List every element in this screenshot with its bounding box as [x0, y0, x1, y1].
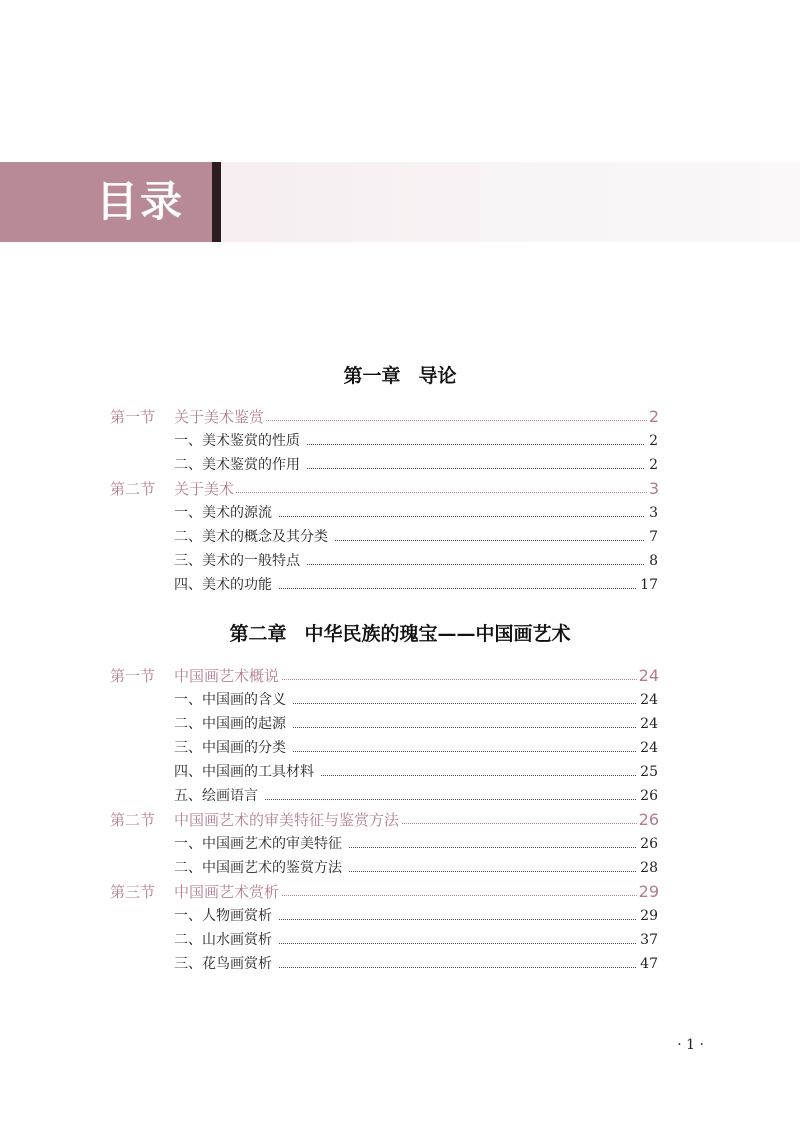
item-title: 二、美术鉴赏的作用 [174, 453, 306, 477]
item-page: 24 [636, 712, 658, 736]
section-page: 26 [637, 808, 659, 832]
item-title: 四、中国画的工具材料 [174, 760, 320, 784]
item-title: 三、美术的一般特点 [174, 549, 306, 573]
section-title: 中国画艺术概说 [174, 664, 281, 688]
page-title: 目录 [96, 177, 185, 226]
item-title: 一、中国画的含义 [174, 688, 292, 712]
section-title: 中国画艺术赏析 [174, 880, 281, 904]
section-page: 2 [647, 405, 659, 429]
item-title: 一、人物画赏析 [174, 904, 278, 928]
toc-item-row[interactable] [0, 501, 800, 525]
item-title: 五、绘画语言 [174, 784, 264, 808]
section-title: 关于美术鉴赏 [174, 405, 266, 429]
toc-section-row[interactable] [0, 808, 800, 832]
item-page: 17 [636, 573, 658, 597]
item-page: 24 [636, 688, 658, 712]
toc-section-row[interactable] [0, 477, 800, 501]
item-page: 37 [636, 928, 658, 952]
item-page: 25 [636, 760, 658, 784]
item-title: 三、中国画的分类 [174, 736, 292, 760]
item-page: 26 [636, 832, 658, 856]
item-page: 2 [645, 429, 658, 453]
toc-section-row[interactable] [0, 880, 800, 904]
chapter-label: 第二章 [229, 623, 287, 645]
section-number: 第二节 [110, 480, 156, 498]
item-title: 一、中国画艺术的审美特征 [174, 832, 348, 856]
toc-item-row[interactable] [0, 573, 800, 597]
toc-item-row[interactable] [0, 712, 800, 736]
dot-leader [174, 492, 659, 493]
toc-section-row[interactable] [0, 664, 800, 688]
section-page: 29 [637, 880, 659, 904]
banner-divider-bar [212, 162, 221, 242]
chapter-label: 第一章 [343, 365, 401, 387]
section-number: 第一节 [110, 667, 156, 685]
item-page: 28 [636, 856, 658, 880]
section-title: 关于美术 [174, 477, 236, 501]
item-title: 二、美术的概念及其分类 [174, 525, 334, 549]
section-number: 第二节 [110, 811, 156, 829]
toc-item-row[interactable] [0, 928, 800, 952]
section-number: 第一节 [110, 408, 156, 426]
item-page: 7 [645, 525, 658, 549]
toc-item-row[interactable] [0, 688, 800, 712]
toc-item-row[interactable] [0, 856, 800, 880]
item-page: 2 [645, 453, 658, 477]
section-title: 中国画艺术的审美特征与鉴赏方法 [174, 808, 401, 832]
item-title: 一、美术鉴赏的性质 [174, 429, 306, 453]
chapter-heading [0, 364, 800, 388]
toc-item-row[interactable] [0, 784, 800, 808]
item-page: 26 [636, 784, 658, 808]
section-page: 3 [647, 477, 659, 501]
toc-item-row[interactable] [0, 736, 800, 760]
section-page: 24 [637, 664, 659, 688]
item-title: 三、花鸟画赏析 [174, 952, 278, 976]
item-page: 3 [645, 501, 658, 525]
toc-item-row[interactable] [0, 429, 800, 453]
toc-item-row[interactable] [0, 832, 800, 856]
item-page: 29 [636, 904, 658, 928]
item-page: 24 [636, 736, 658, 760]
chapter-title: 中华民族的瑰宝——中国画艺术 [304, 623, 571, 645]
item-title: 二、中国画艺术的鉴赏方法 [174, 856, 348, 880]
toc-item-row[interactable] [0, 549, 800, 573]
toc-item-row[interactable] [0, 453, 800, 477]
chapter-heading [0, 622, 800, 646]
item-title: 一、美术的源流 [174, 501, 278, 525]
item-page: 8 [645, 549, 658, 573]
item-title: 四、美术的功能 [174, 573, 278, 597]
toc-item-row[interactable] [0, 952, 800, 976]
title-banner [0, 162, 800, 242]
toc-item-row[interactable] [0, 904, 800, 928]
page-number: · 1 · [677, 1037, 704, 1053]
item-title: 二、山水画赏析 [174, 928, 278, 952]
item-title: 二、中国画的起源 [174, 712, 292, 736]
toc-item-row[interactable] [0, 525, 800, 549]
toc-item-row[interactable] [0, 760, 800, 784]
toc-section-row[interactable] [0, 405, 800, 429]
item-page: 47 [636, 952, 658, 976]
chapter-title: 导论 [418, 365, 457, 387]
section-number: 第三节 [110, 883, 156, 901]
